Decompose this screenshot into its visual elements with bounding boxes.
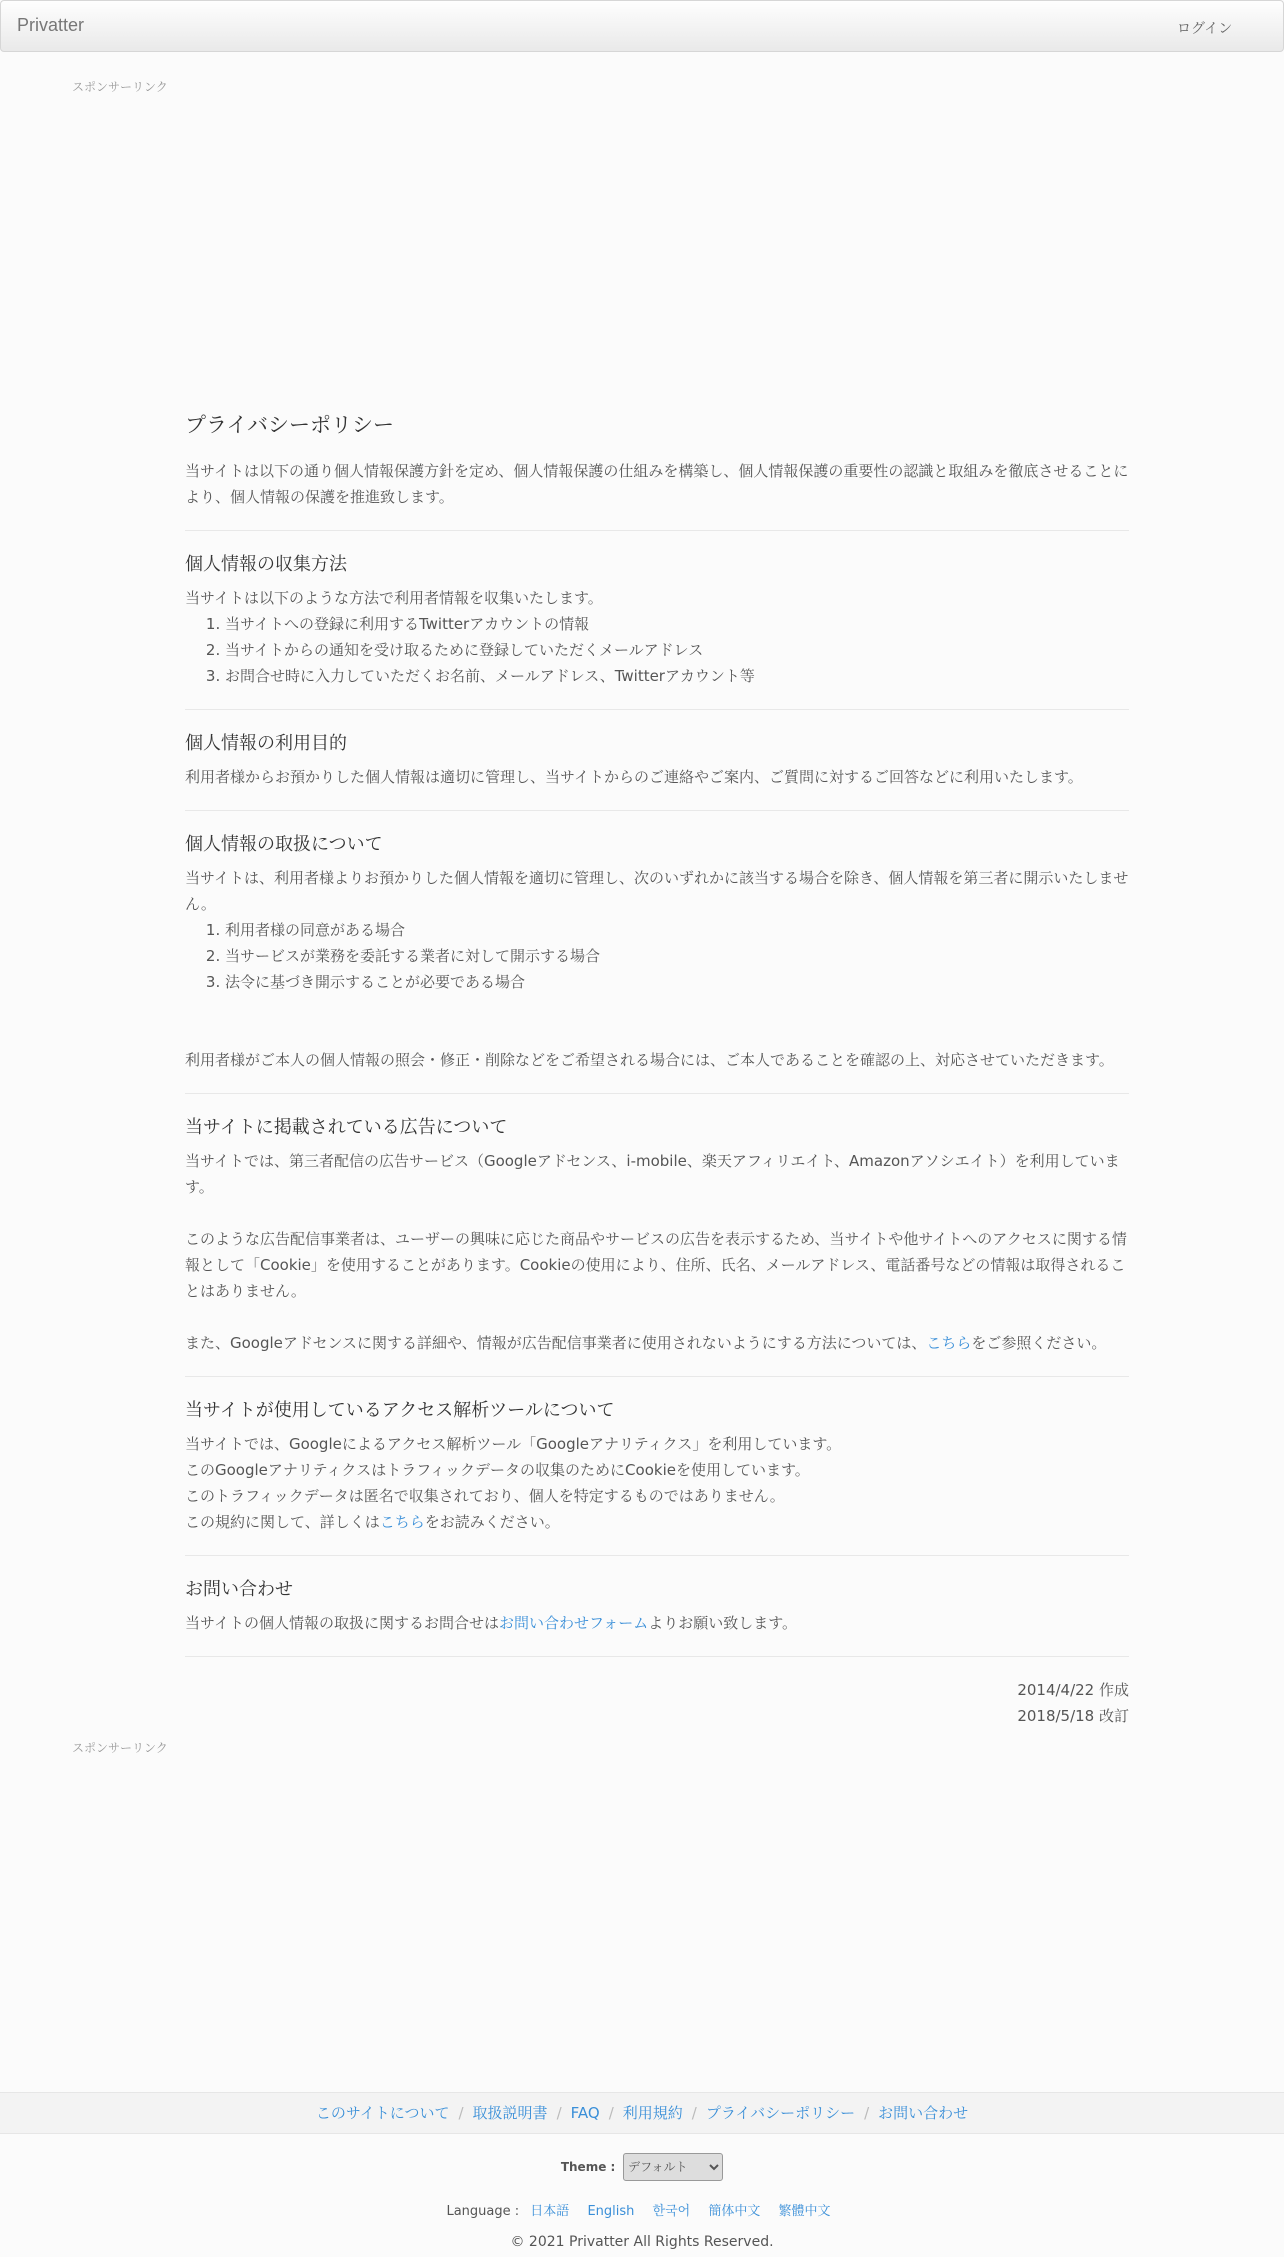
- contact-heading: お問い合わせ: [185, 1579, 293, 1600]
- divider: [185, 1555, 1129, 1556]
- footer-nav: このサイトについて / 取扱説明書 / FAQ / 利用規約 / プライバシーポリシー / お問い合わせ: [0, 2092, 1284, 2134]
- brand-logo-link[interactable]: Privatter: [17, 15, 85, 35]
- language-selector: [0, 2200, 1284, 2219]
- list-item: 3. お問合せ時に入力していただくお名前、メールアドレス、Twitterアカウント等: [225, 663, 1129, 689]
- language-label: Language :: [446, 2204, 520, 2219]
- ads-optout-link[interactable]: こちら: [926, 1334, 972, 1352]
- divider: [185, 1376, 1129, 1377]
- policy-dates: [185, 1677, 1129, 1729]
- theme-selector: [0, 2153, 1284, 2181]
- divider: [185, 1656, 1129, 1657]
- copyright: © 2021 Privatter All Rights Reserved.: [510, 2234, 774, 2250]
- analytics-line: このトラフィックデータは匿名で収集されており、個人を特定するものではありません。: [185, 1487, 785, 1505]
- footer-link-terms[interactable]: 利用規約: [622, 2104, 683, 2122]
- list-item: 2. 当サービスが業務を委託する業者に対して開示する場合: [225, 943, 1129, 969]
- handling-note: 利用者様がご本人の個人情報の照会・修正・削除などをご希望される場合には、ご本人であることを確認の上、対応させていただきます。: [185, 1051, 1114, 1069]
- handling-lead: 当サイトは、利用者様よりお預かりした個人情報を適切に管理し、次のいずれかに該当する場合を除き、個人情報を第三者に開示いたしません。: [185, 869, 1129, 913]
- lang-link-ko[interactable]: 한국어: [652, 2204, 691, 2219]
- collection-heading: 個人情報の収集方法: [185, 554, 347, 575]
- collection-lead: 当サイトは以下のような方法で利用者情報を収集いたします。: [185, 589, 603, 607]
- analytics-heading: 当サイトが使用しているアクセス解析ツールについて: [185, 1400, 615, 1421]
- divider: [185, 709, 1129, 710]
- purpose-text: 利用者様からお預かりした個人情報は適切に管理し、当サイトからのご連絡やご案内、ご質問に対するご回答などに利用いたします。: [185, 768, 1083, 786]
- top-navbar: [0, 0, 1284, 52]
- ads-paragraph-3: また、Googleアドセンスに関する詳細や、情報が広告配信事業者に使用されないようにする方法については、こちらをご参照ください。: [185, 1334, 1107, 1352]
- analytics-terms-link[interactable]: こちら: [379, 1513, 425, 1531]
- analytics-line: このGoogleアナリティクスはトラフィックデータの収集のためにCookieを使用しています。: [185, 1461, 810, 1479]
- footer-link-about[interactable]: このサイトについて: [315, 2104, 450, 2122]
- analytics-line: 当サイトでは、Googleによるアクセス解析ツール「Googleアナリティクス」を利用しています。: [185, 1435, 842, 1453]
- revised-date: 2018/5/18 改訂: [1017, 1707, 1129, 1725]
- ads-paragraph-1: 当サイトでは、第三者配信の広告サービス（Googleアドセンス、i-mobile、楽天アフィリエイト、Amazonアソシエイト）を利用しています。: [185, 1152, 1120, 1196]
- sponsor-label-bottom: スポンサーリンク: [72, 1741, 168, 1755]
- divider: [185, 1093, 1129, 1094]
- footer-link-faq[interactable]: FAQ: [570, 2104, 600, 2122]
- login-link[interactable]: ログイン: [1177, 21, 1233, 37]
- main-content: [185, 400, 1129, 1729]
- footer-link-privacy[interactable]: プライバシーポリシー: [705, 2104, 856, 2122]
- purpose-heading: 個人情報の利用目的: [185, 733, 347, 754]
- ads-paragraph-2: このような広告配信事業者は、ユーザーの興味に応じた商品やサービスの広告を表示するため、当サイトや他サイトへのアクセスに関する情報として「Cookie」を使用することがあります。Cookieの使用により、住所、氏名、メールアドレス、電話番号などの情報は取得されることはありません。: [185, 1230, 1127, 1300]
- handling-heading: 個人情報の取扱について: [185, 834, 383, 855]
- page-title: プライバシーポリシー: [185, 413, 394, 437]
- lang-link-zh-cn[interactable]: 簡体中文: [708, 2204, 761, 2219]
- list-item: 3. 法令に基づき開示することが必要である場合: [225, 969, 1129, 995]
- divider: [185, 810, 1129, 811]
- handling-list: [185, 917, 1129, 995]
- footer-link-contact[interactable]: お問い合わせ: [878, 2104, 969, 2122]
- lang-link-zh-tw[interactable]: 繁體中文: [778, 2204, 831, 2219]
- lang-link-en[interactable]: English: [587, 2204, 635, 2219]
- list-item: 2. 当サイトからの通知を受け取るために登録していただくメールアドレス: [225, 637, 1129, 663]
- intro-text: 当サイトは以下の通り個人情報保護方針を定め、個人情報保護の仕組みを構築し、個人情報保護の重要性の認識と取組みを徹底させることにより、個人情報の保護を推進致します。: [185, 462, 1129, 506]
- theme-label: Theme :: [560, 2160, 616, 2174]
- list-item: 1. 当サイトへの登録に利用するTwitterアカウントの情報: [225, 611, 1129, 637]
- list-item: 1. 利用者様の同意がある場合: [225, 917, 1129, 943]
- ads-heading: 当サイトに掲載されている広告について: [185, 1117, 508, 1138]
- collection-list: [185, 611, 1129, 689]
- created-date: 2014/4/22 作成: [1017, 1681, 1129, 1699]
- analytics-line: この規約に関して、詳しくはこちらをお読みください。: [185, 1513, 560, 1531]
- sponsor-label-top: スポンサーリンク: [72, 80, 168, 94]
- contact-text: 当サイトの個人情報の取扱に関するお問合せはお問い合わせフォームよりお願い致します。: [185, 1614, 798, 1632]
- theme-select[interactable]: [623, 2153, 723, 2181]
- lang-link-ja[interactable]: 日本語: [530, 2204, 570, 2219]
- contact-form-link[interactable]: お問い合わせフォーム: [498, 1614, 649, 1632]
- footer-link-manual[interactable]: 取扱説明書: [472, 2104, 548, 2122]
- divider: [185, 530, 1129, 531]
